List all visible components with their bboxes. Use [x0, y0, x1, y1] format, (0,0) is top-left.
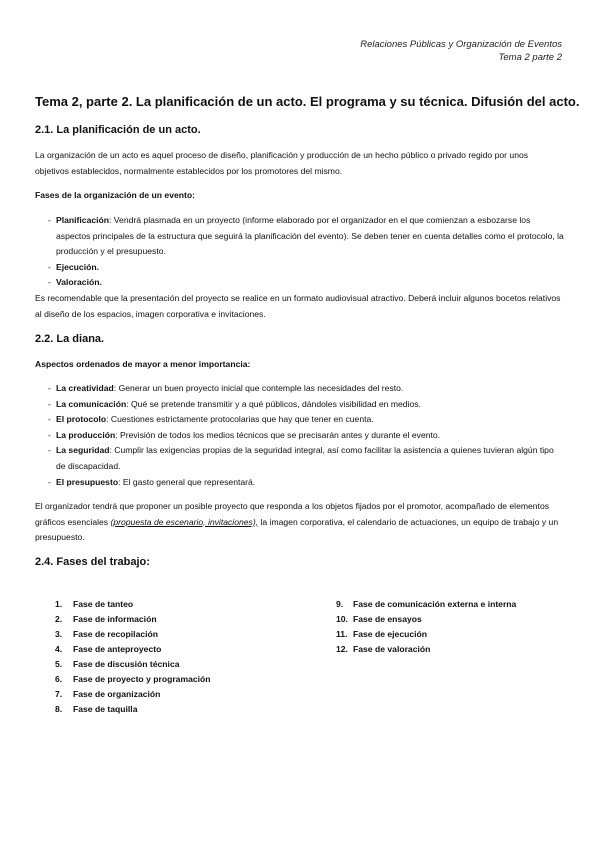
list-item [48, 213, 564, 260]
item-number: 2. [55, 614, 63, 624]
phases-list-right [336, 597, 516, 657]
item-term: La comunicación [56, 398, 127, 409]
item-label: Fase de organización [73, 689, 161, 699]
closing-text-b: la imagen corporativa, el calendario de actuaciones, un equipo de trabajo y un presupuesto. [35, 516, 559, 543]
item-label: Fase de ejecución [353, 629, 428, 639]
item-number: 3. [55, 629, 63, 639]
item-label: Fase de información [73, 614, 157, 624]
item-number: 9. [336, 599, 344, 609]
list-item [336, 597, 516, 612]
section-heading-2-4: 2.4. Fases del trabajo: [35, 556, 150, 568]
list-item [55, 687, 211, 702]
page-header [360, 38, 562, 64]
closing-underlined: (propuesta de escenario, invitaciones), [110, 516, 259, 527]
list-item [48, 428, 564, 444]
item-text: : Previsión de todos los medios técnicos que se precisarán antes y durante el evento. [115, 429, 441, 440]
item-number: 8. [55, 704, 63, 714]
item-number: 10. [336, 614, 348, 624]
section-heading-2-1: 2.1. La planificación de un acto. [35, 124, 201, 136]
header-topic: Tema 2 parte 2 [498, 52, 562, 63]
item-term: El protocolo [56, 414, 107, 425]
phases-list-left [55, 597, 211, 717]
list-item [48, 412, 564, 428]
item-number: 6. [55, 674, 63, 684]
item-number: 5. [55, 659, 63, 669]
list-item [55, 597, 211, 612]
item-number: 11. [336, 629, 348, 639]
item-text: : Cumplir las exigencias propias de la seguridad integral, así como facilitar la asistencia a quienes tuvieran algún tipo de discapacidad. [56, 445, 554, 471]
item-label: Fase de ensayos [353, 614, 422, 624]
list-item [55, 642, 211, 657]
list-item [55, 657, 211, 672]
item-text: : Generar un buen proyecto inicial que contemple las necesidades del resto. [113, 383, 404, 393]
item-text: : Cuestiones estrictamente protocolarias que hay que tener en cuenta. [106, 414, 374, 425]
list-item [336, 642, 516, 657]
list-item [48, 443, 564, 474]
item-label: Fase de tanteo [73, 599, 134, 609]
fases-list [48, 213, 564, 291]
section-2-1-intro: La organización de un acto es aquel proceso de diseño, planificación y producción de un hecho público o privado regido por unos objetivos establecidos, normalmente establecidos por los promotores del mismo. [35, 150, 529, 176]
item-label: Fase de proyecto y programación [73, 674, 211, 684]
header-course: Relaciones Públicas y Organización de Eventos [360, 39, 562, 50]
item-term: Ejecución. [56, 261, 99, 272]
item-term: La creatividad [56, 383, 114, 393]
aspects-list [48, 381, 564, 490]
list-item [55, 672, 211, 687]
list-item [55, 612, 211, 627]
item-label: Fase de recopilación [73, 629, 159, 639]
aspects-label: Aspectos ordenados de mayor a menor importancia: [35, 359, 251, 369]
list-item [48, 381, 564, 397]
item-label: Fase de comunicación externa e interna [353, 599, 517, 609]
list-item [336, 612, 516, 627]
list-item [48, 475, 564, 491]
item-term: Planificación [56, 215, 110, 225]
item-text: : Qué se pretende transmitir y a qué públicos, dándoles visibilidad en medios. [126, 398, 421, 409]
list-item [55, 627, 211, 642]
list-item [48, 275, 564, 291]
item-label: Fase de taquilla [73, 704, 138, 714]
item-label: Fase de valoración [353, 644, 431, 654]
document-title: Tema 2, parte 2. La planificación de un acto. El programa y su técnica. Difusión del acto. [35, 94, 580, 109]
section-2-2-closing [35, 499, 563, 546]
list-item [55, 702, 211, 717]
item-term: La seguridad [56, 445, 110, 456]
item-number: 12. [336, 644, 348, 654]
closing-text-a: El organizador tendrá que proponer un posible proyecto que responda a los objetos fijados por el promotor, acompañado de elementos gráficos esenciales [35, 501, 550, 527]
section-2-1-closing: Es recomendable que la presentación del proyecto se realice en un formato audiovisual atractivo. Deberá incluir algunos bocetos relativos al diseño de los espacios, imagen corporativa e invitaciones. [35, 293, 561, 319]
item-term: El presupuesto [56, 476, 119, 487]
item-text: : El gasto general que representará. [118, 476, 256, 487]
section-heading-2-2: 2.2. La diana. [35, 333, 105, 345]
item-label: Fase de anteproyecto [73, 644, 162, 654]
list-item [336, 627, 516, 642]
item-term: Valoración. [56, 277, 102, 288]
item-number: 4. [55, 644, 63, 654]
list-item [48, 260, 564, 276]
item-text: : Vendrá plasmada en un proyecto (informe elaborado por el organizador en el que comienzan a esbozarse los aspectos principales de la estructura que seguirá la planificación del evento). Se deben tener en cuenta detalles como el protocolo, la producción y el presupuesto. [56, 215, 564, 257]
item-term: La producción [56, 429, 116, 440]
item-number: 7. [55, 689, 63, 699]
list-item [48, 397, 564, 413]
item-label: Fase de discusión técnica [73, 659, 180, 669]
item-number: 1. [55, 599, 63, 609]
fases-label: Fases de la organización de un evento: [35, 190, 195, 200]
